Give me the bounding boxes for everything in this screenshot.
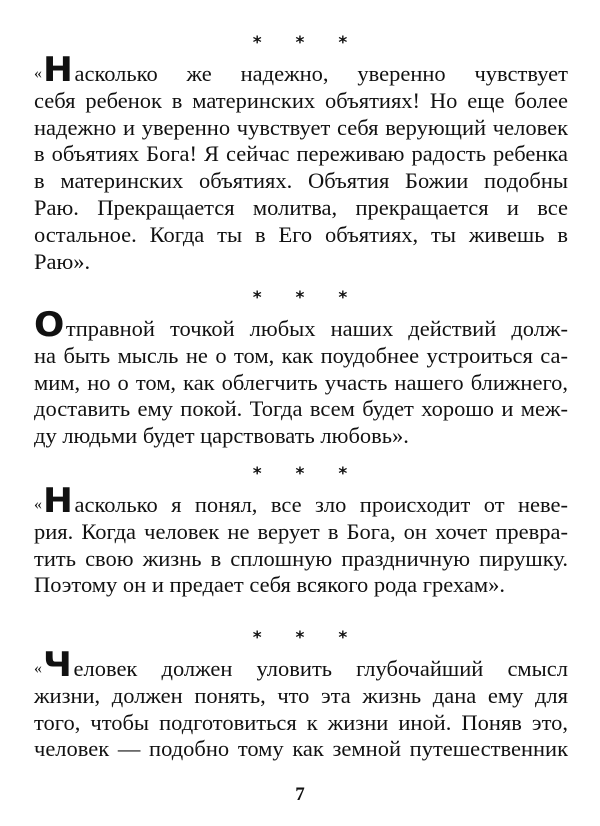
drop-cap: Ч	[43, 645, 72, 685]
paragraph-line: Отправной точкой любых наших действий долж-	[34, 305, 568, 345]
paragraph-line: жизни, должен понять, что эта жизнь дана ему для	[34, 682, 568, 708]
drop-cap: Н	[43, 481, 73, 521]
paragraph-line: себя ребенок в материнских объятиях! Но еще более	[34, 87, 568, 113]
paragraph-line: человек — подобно тому как земной путешественник	[34, 736, 568, 762]
opening-quote: «	[34, 65, 42, 82]
paragraph-line: того, чтобы подготовиться к жизни иной. Поняв это,	[34, 709, 568, 735]
section-separator: * * *	[252, 628, 362, 648]
paragraph-line: «Человек должен уловить глубочайший смысл	[34, 645, 568, 685]
paragraph-line: Раю. Прекращается молитва, прекращается и все	[34, 194, 568, 220]
paragraph-line: «Насколько я понял, все зло происходит от неве-	[34, 481, 568, 521]
paragraph-1	[34, 50, 568, 275]
drop-cap: О	[34, 305, 65, 345]
paragraph-line: доставить ему покой. Тогда всем будет хорошо и меж-	[34, 396, 568, 422]
paragraph-line: «Насколько же надежно, уверенно чувствует	[34, 50, 568, 90]
paragraph-line: надежно и уверенно чувствует себя верующий человек	[34, 114, 568, 140]
opening-quote: «	[34, 660, 42, 677]
paragraph-2	[34, 305, 568, 450]
paragraph-line: мим, но о том, как облегчить участь нашего ближнего,	[34, 369, 568, 395]
paragraph-line: в материнских объятиях. Объятия Божии подобны	[34, 168, 568, 194]
paragraph-line: на быть мысль не о том, как поудобнее устроиться са-	[34, 342, 568, 368]
paragraph-3	[34, 481, 568, 599]
paragraph-line: тить свою жизнь в сплошную праздничную пирушку.	[34, 545, 568, 571]
paragraph-line: Поэтому он и предает себя всякого рода грехам».	[34, 572, 505, 598]
paragraph-line: в объятиях Бога! Я сейчас переживаю радость ребенка	[34, 141, 568, 167]
opening-quote: «	[34, 496, 42, 513]
page-number: 7	[295, 784, 305, 805]
section-separator: * * *	[252, 464, 362, 484]
drop-cap: Н	[43, 50, 73, 90]
paragraph-line: ду людьми будет царствовать любовь».	[34, 423, 409, 449]
section-separator: * * *	[252, 33, 362, 53]
paragraph-line: остальное. Когда ты в Его объятиях, ты живешь в	[34, 221, 568, 247]
paragraph-line: рия. Когда человек не верует в Бога, он хочет превра-	[34, 518, 568, 544]
paragraph-line: Раю».	[34, 248, 91, 274]
paragraph-4	[34, 645, 568, 763]
section-separator: * * *	[252, 288, 362, 308]
